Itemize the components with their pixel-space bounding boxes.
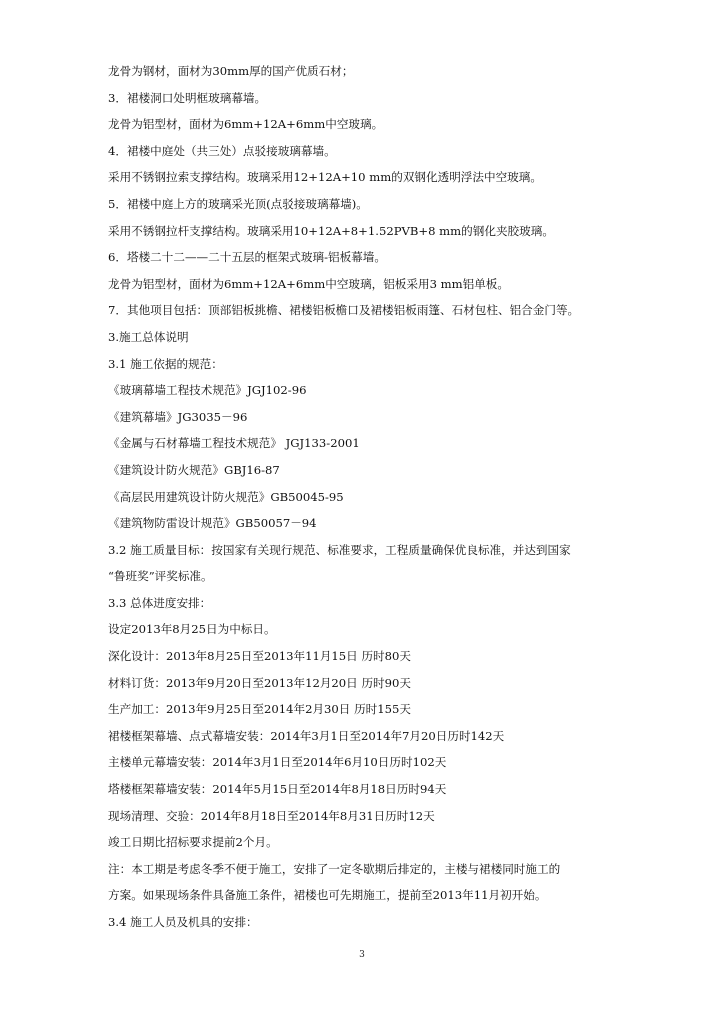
subsection-heading: 3.4 施工人员及机具的安排： <box>108 915 258 929</box>
schedule-item: 现场清理、交验：2014年8月18日至2014年8月31日历时12天 <box>108 808 435 823</box>
standard-item: 《建筑设计防火规范》GBJ16-87 <box>108 462 280 477</box>
schedule-item: 主楼单元幕墙安装：2014年3月1日至2014年6月10日历时102天 <box>108 755 447 770</box>
schedule-item: 裙楼框架幕墙、点式幕墙安装：2014年3月1日至2014年7月20日历时142天 <box>108 728 505 743</box>
text-line: 7．其他项目包括：顶部铝板挑檐、裙楼铝板檐口及裙楼铝板雨篷、石材包柱、铝合金门等。 <box>108 303 580 318</box>
note-line: 方案。如果现场条件具备施工条件，裙楼也可先期施工，提前至2013年11月初开始。 <box>108 888 547 903</box>
schedule-item: 深化设计：2013年8月25日至2013年11月15日 历时80天 <box>108 649 411 664</box>
text-line: 龙骨为铝型材，面材为6mm+12A+6mm中空玻璃，铝板采用3 mm铝单板。 <box>108 276 509 291</box>
standard-item: 《建筑幕墙》JG3035－96 <box>108 409 248 424</box>
text-line: 采用不锈钢拉杆支撑结构。玻璃采用10+12A+8+1.52PVB+8 mm的钢化夹胶玻璃。 <box>108 223 554 238</box>
standard-item: 《建筑物防雷设计规范》GB50057－94 <box>108 516 317 531</box>
body-text <box>108 58 628 936</box>
standard-item: 《金属与石材幕墙工程技术规范》 JGJ133-2001 <box>108 436 360 451</box>
schedule-item: 塔楼框架幕墙安装：2014年5月15日至2014年8月18日历时94天 <box>108 782 447 797</box>
text-line: 龙骨为铝型材，面材为6mm+12A+6mm中空玻璃。 <box>108 117 384 132</box>
subsection-heading: 3.1 施工依据的规范： <box>108 356 223 371</box>
text-line: 4．裙楼中庭处（共三处）点驳接玻璃幕墙。 <box>108 143 336 158</box>
page-number: 3 <box>359 950 365 960</box>
schedule-item: 竣工日期比招标要求提前2个月。 <box>108 835 278 850</box>
schedule-item: 设定2013年8月25日为中标日。 <box>108 622 276 637</box>
subsection-heading: 3.3 总体进度安排： <box>108 595 212 610</box>
standard-item: 《高层民用建筑设计防火规范》GB50045-95 <box>108 489 344 504</box>
text-line: “鲁班奖”评奖标准。 <box>108 569 213 584</box>
standard-item: 《玻璃幕墙工程技术规范》JGJ102-96 <box>108 383 307 398</box>
schedule-item: 材料订货：2013年9月20日至2013年12月20日 历时90天 <box>108 675 411 690</box>
text-line: 5．裙楼中庭上方的玻璃采光顶(点驳接玻璃幕墙)。 <box>108 196 368 211</box>
subsection-heading: 3.2 施工质量目标：按国家有关现行规范、标准要求，工程质量确保优良标准，并达到国家 <box>108 542 571 557</box>
section-heading: 3.施工总体说明 <box>108 329 189 344</box>
note-line: 注：本工期是考虑冬季不便于施工，安排了一定冬歇期后排定的，主楼与裙楼同时施工的 <box>108 861 561 876</box>
text-line: 3．裙楼洞口处明框玻璃幕墙。 <box>108 90 267 105</box>
text-line: 采用不锈钢拉索支撑结构。玻璃采用12+12A+10 mm的双钢化透明浮法中空玻璃。 <box>108 170 542 185</box>
schedule-item: 生产加工：2013年9月25日至2014年2月30日 历时155天 <box>108 702 411 717</box>
text-line: 6．塔楼二十二——二十五层的框架式玻璃-铝板幕墙。 <box>108 250 386 265</box>
text-line: 龙骨为钢材，面材为30mm厚的国产优质石材； <box>108 64 354 78</box>
